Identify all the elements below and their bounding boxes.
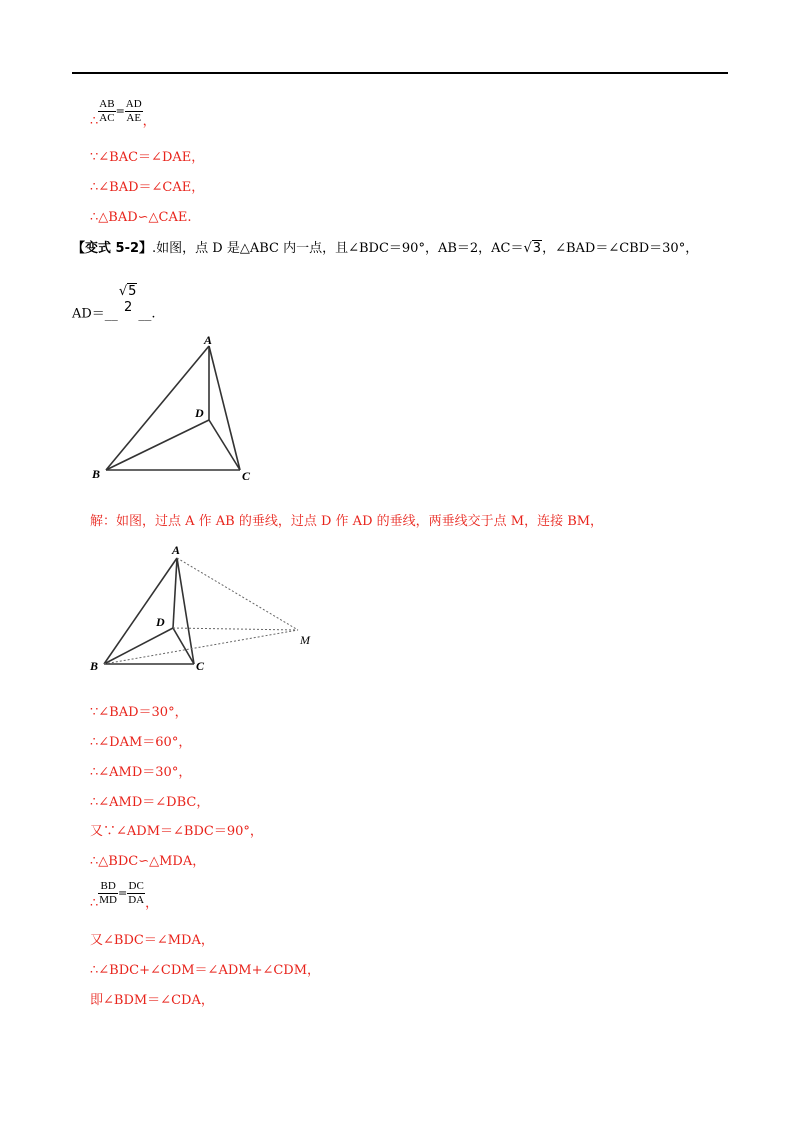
- fraction-numerator: AB: [99, 98, 115, 110]
- proof2-line-5: 又∵∠ADM＝∠BDC＝90°，: [90, 824, 263, 839]
- fraction-ad-ae: [125, 98, 143, 125]
- proof2-line-10: 即∠BDM＝∠CDA，: [90, 993, 214, 1008]
- fraction-denominator: MD: [99, 894, 118, 906]
- label-a: A: [204, 333, 213, 347]
- problem-tag: 【变式 5-2】: [72, 241, 153, 256]
- fraction-denominator: AC: [99, 112, 115, 124]
- comma: ，: [142, 114, 156, 129]
- label-b: B: [92, 467, 101, 481]
- segment-bd: [106, 420, 209, 470]
- sqrt-3: √3: [523, 241, 542, 256]
- fraction-denominator: AE: [126, 112, 142, 124]
- segment-dm-dashed: [173, 628, 298, 630]
- therefore-symbol: ∴: [90, 896, 99, 911]
- proof2-line-3: ∴∠AMD＝30°，: [90, 765, 192, 780]
- label-m: M: [300, 633, 310, 647]
- segment-ab: [106, 346, 209, 470]
- fraction-bd-md: [98, 880, 118, 907]
- solution-intro: 解：如图，过点 A 作 AB 的垂线，过点 D 作 AD 的垂线，两垂线交于点 M，连接 BM，: [90, 514, 604, 529]
- answer-line: [72, 284, 156, 324]
- proof2-line-1: ∵∠BAD＝30°，: [90, 705, 188, 720]
- figure-triangle-abd: [88, 330, 251, 483]
- comma: ，: [145, 896, 159, 911]
- fraction-numerator: BD: [98, 880, 118, 894]
- label-b: B: [90, 659, 99, 673]
- equals-sign: =: [118, 886, 128, 900]
- proof2-line-6: ∴△BDC∽△MDA，: [90, 854, 206, 869]
- sqrt-radicand: 3: [532, 241, 542, 256]
- fraction-denominator: DA: [128, 894, 145, 906]
- problem-text-after: ，∠BAD＝∠CBD＝30°，: [542, 241, 699, 256]
- problem-text: .如图，点 D 是△ABC 内一点，且∠BDC＝90°，AB＝2，AC＝: [152, 241, 524, 256]
- proof1-line-4: ∴△BAD∽△CAE.: [90, 210, 192, 225]
- label-c: C: [196, 659, 205, 673]
- segment-dc: [209, 420, 240, 470]
- segment-ab: [104, 558, 177, 664]
- proof2-line-9: ∴∠BDC+∠CDM＝∠ADM+∠CDM，: [90, 963, 321, 978]
- answer-radicand: 5: [128, 284, 137, 299]
- figure-with-point-m: [88, 540, 328, 673]
- proof1-ratio-line: [90, 98, 156, 131]
- fraction-numerator: AD: [125, 98, 142, 110]
- segment-bd: [104, 628, 173, 664]
- fraction-numerator: DC: [128, 880, 144, 892]
- header-rule: [72, 72, 728, 74]
- answer-prefix: AD＝__: [72, 306, 118, 322]
- label-a: A: [172, 543, 181, 557]
- proof2-line-8: 又∠BDC＝∠MDA，: [90, 933, 214, 948]
- proof1-line-2: ∵∠BAC＝∠DAE，: [90, 150, 205, 165]
- therefore-symbol: ∴: [90, 114, 99, 129]
- problem-statement: [72, 240, 698, 258]
- answer-suffix: __.: [138, 306, 156, 322]
- proof1-line-3: ∴∠BAD＝∠CAE，: [90, 180, 205, 195]
- label-d: D: [156, 615, 165, 629]
- answer-numerator: √5: [118, 284, 137, 299]
- fraction-ab-ac: [98, 98, 115, 125]
- label-d: D: [195, 406, 204, 420]
- segment-ac: [209, 346, 240, 470]
- label-c: C: [242, 469, 251, 483]
- fraction-dc-da: [127, 880, 145, 907]
- segment-am-dashed: [177, 558, 298, 630]
- proof2-line-2: ∴∠DAM＝60°，: [90, 735, 192, 750]
- proof2-line-4: ∴∠AMD＝∠DBC，: [90, 795, 210, 810]
- proof2-ratio-line: [90, 880, 158, 913]
- segment-ad: [173, 558, 177, 628]
- equals-sign: =: [115, 104, 125, 118]
- answer-denominator: 2: [123, 300, 133, 315]
- answer-fraction: [118, 284, 139, 316]
